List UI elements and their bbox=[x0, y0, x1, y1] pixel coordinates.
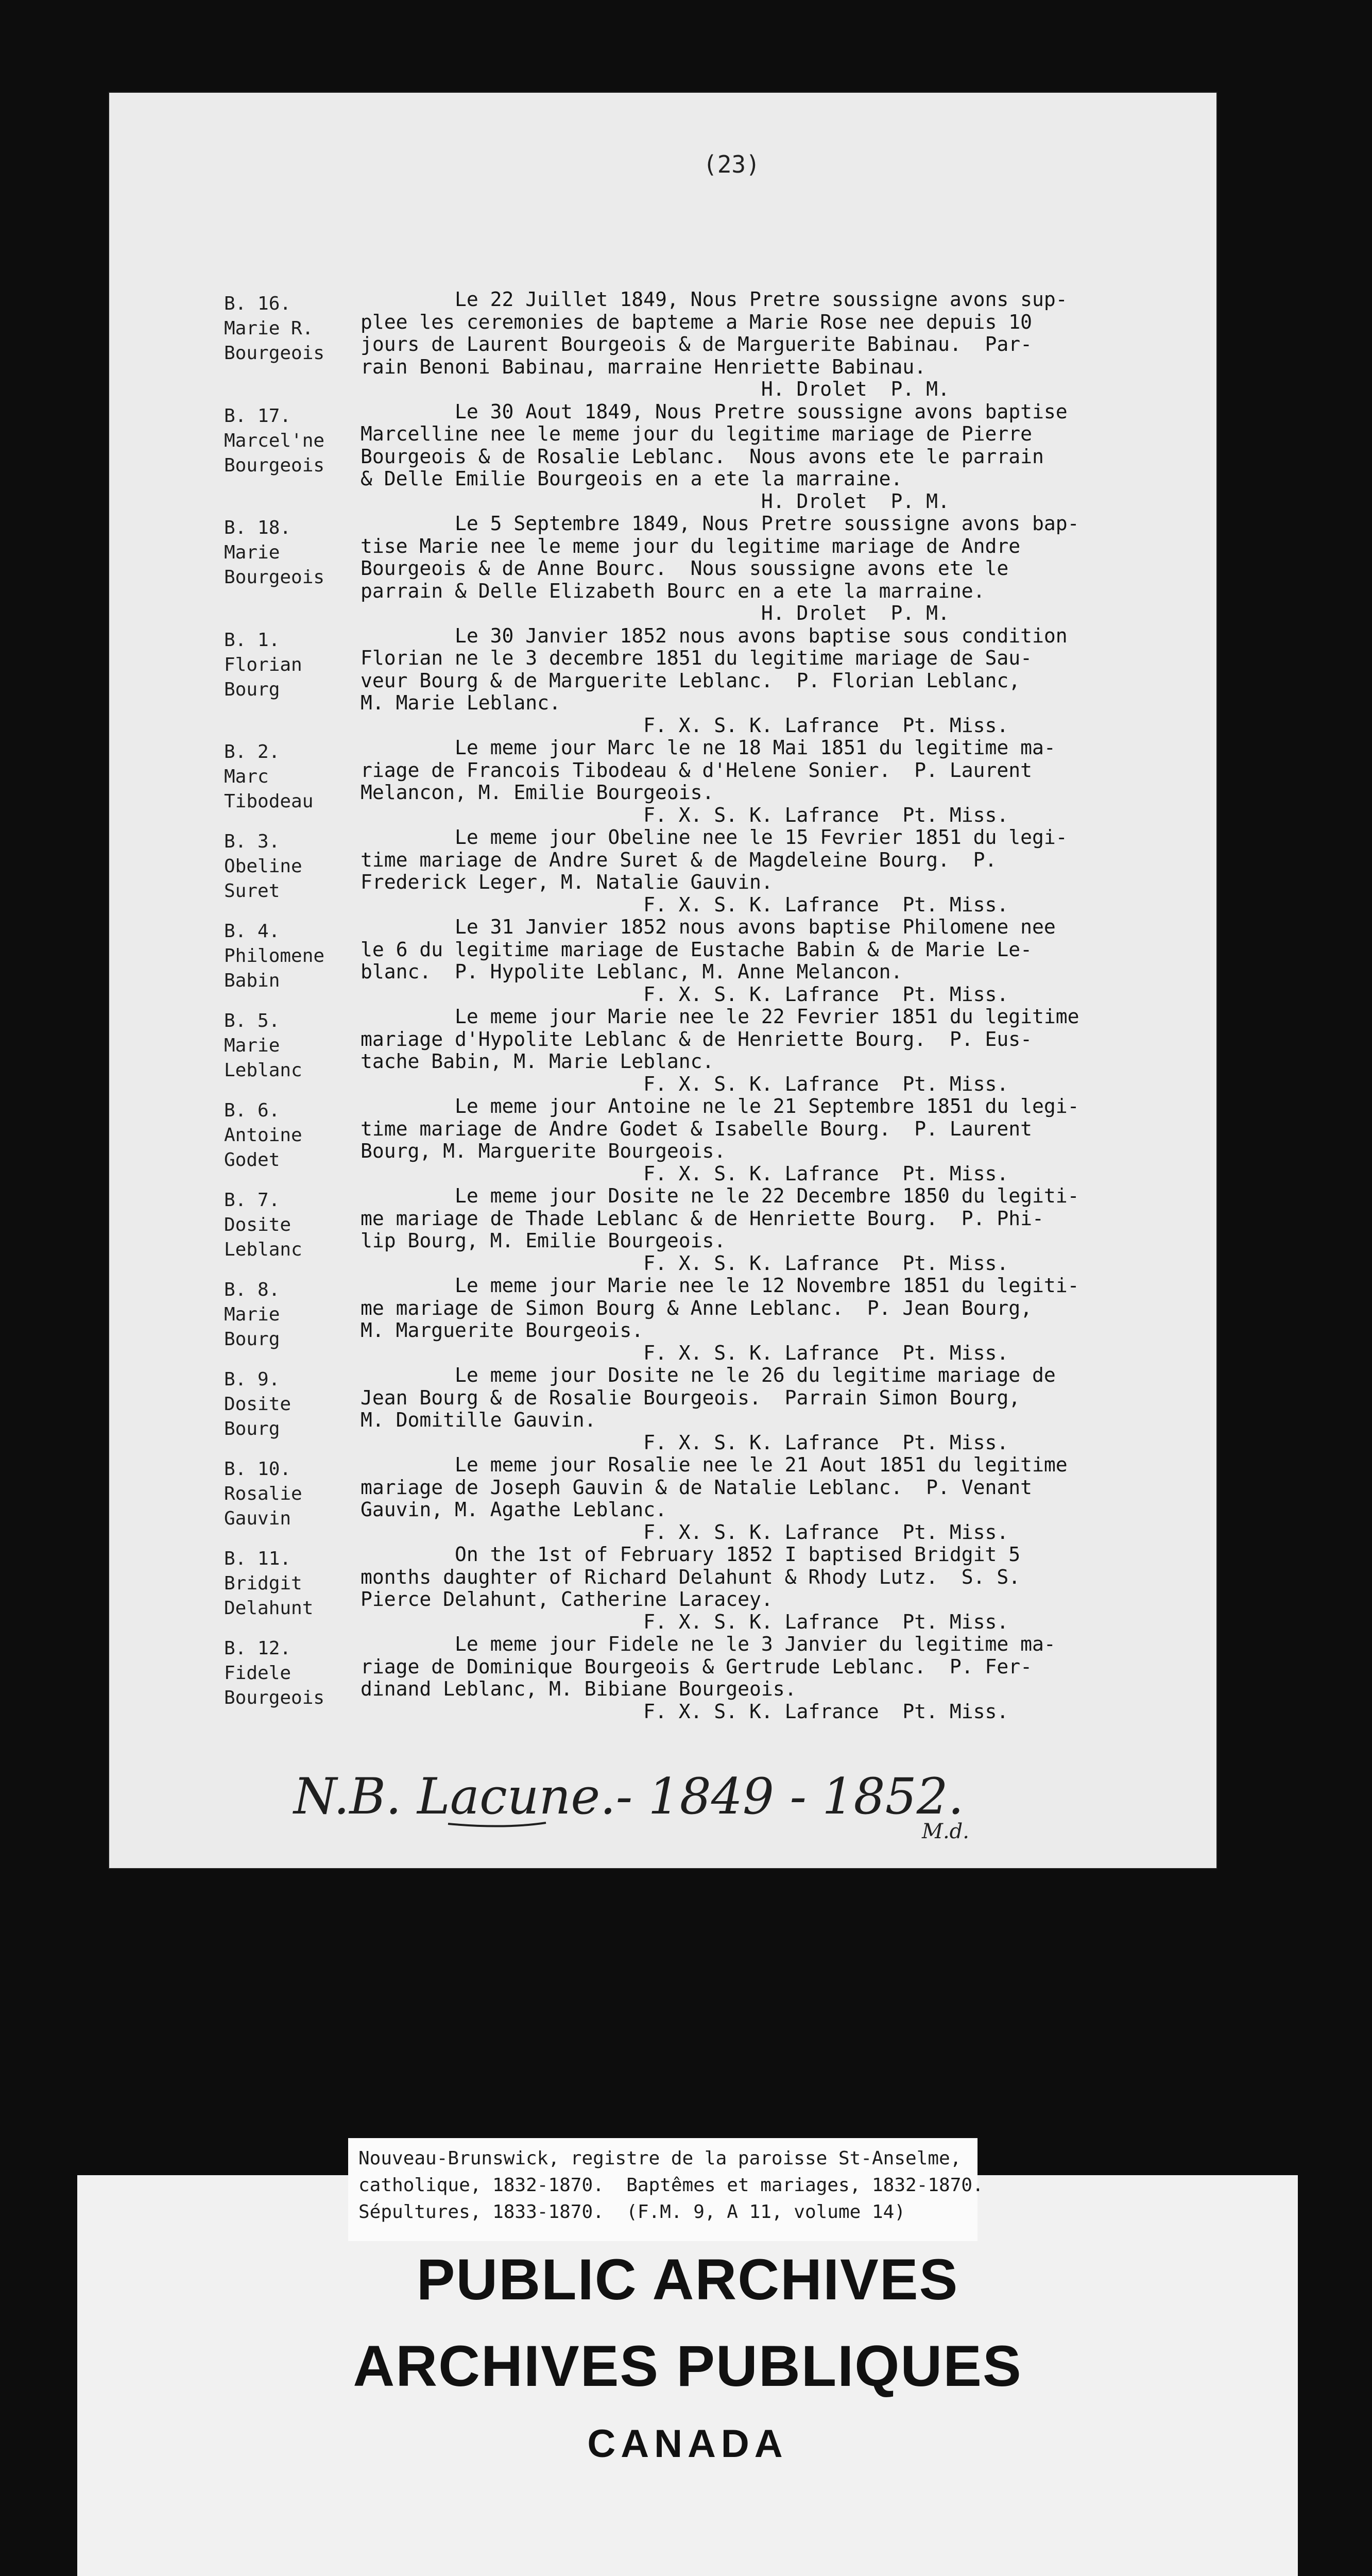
register-entry bbox=[224, 1275, 1151, 1364]
archives-title-french: ARCHIVES PUBLIQUES bbox=[353, 2334, 1022, 2398]
entry-reference: B. 8. Marie Bourg bbox=[224, 1279, 280, 1350]
entry-signature: F. X. S. K. Lafrance Pt. Miss. bbox=[361, 982, 1009, 1006]
entry-text-line: mariage d'Hypolite Leblanc & de Henriette Bourg. P. Eus- bbox=[361, 1027, 1033, 1050]
entry-text-line: tise Marie nee le meme jour du legitime mariage de Andre bbox=[361, 534, 1021, 557]
entry-reference: B. 12. Fidele Bourgeois bbox=[224, 1638, 325, 1708]
entry-signature: H. Drolet P. M. bbox=[361, 602, 950, 624]
entry-reference: B. 7. Dosite Leblanc bbox=[224, 1190, 302, 1260]
register-entry bbox=[224, 513, 1151, 625]
register-entry bbox=[224, 1185, 1151, 1275]
register-entry bbox=[224, 1544, 1151, 1633]
entry-body bbox=[361, 513, 1154, 625]
entry-reference: B. 4. Philomene Babin bbox=[224, 921, 325, 991]
entry-body bbox=[361, 1095, 1154, 1185]
entry-text-line: Gauvin, M. Agathe Leblanc. bbox=[361, 1498, 667, 1521]
entry-text-line: riage de Francois Tibodeau & d'Helene Sonier. P. Laurent bbox=[361, 758, 1033, 782]
entry-text-line: Le meme jour Obeline nee le 15 Fevrier 1851 du legi- bbox=[361, 826, 1068, 849]
entry-text-line: Le meme jour Dosite ne le 26 du legitime mariage de bbox=[361, 1364, 1056, 1386]
catalog-tag-line: catholique, 1832-1870. Baptêmes et mariages, 1832-1870. bbox=[358, 2175, 984, 2196]
entry-body bbox=[361, 625, 1154, 737]
entry-text-line: jours de Laurent Bourgeois & de Marguerite Babinau. Par- bbox=[361, 333, 1033, 355]
entry-text-line: Le meme jour Antoine ne le 21 Septembre 1851 du legi- bbox=[361, 1095, 1079, 1117]
register-entry bbox=[224, 1095, 1151, 1185]
archives-title-english: PUBLIC ARCHIVES bbox=[416, 2247, 959, 2312]
register-entry bbox=[224, 1454, 1151, 1544]
catalog-tag-line: Sépultures, 1833-1870. (F.M. 9, A 11, volume 14) bbox=[358, 2201, 906, 2223]
catalog-tag bbox=[348, 2138, 984, 2241]
entry-text-line: Le 31 Janvier 1852 nous avons baptise Philomene nee bbox=[361, 916, 1056, 938]
entry-text-line: Bourg, M. Marguerite Bourgeois. bbox=[361, 1140, 726, 1162]
entry-text-line: parrain & Delle Elizabeth Bourc en a ete la marraine. bbox=[361, 579, 985, 602]
entry-text-line: dinand Leblanc, M. Bibiane Bourgeois. bbox=[361, 1677, 797, 1700]
entry-text-line: blanc. P. Hypolite Leblanc, M. Anne Melancon. bbox=[361, 960, 903, 983]
entry-signature: F. X. S. K. Lafrance Pt. Miss. bbox=[361, 1251, 1009, 1275]
entry-text-line: Marcelline nee le meme jour du legitime mariage de Pierre bbox=[361, 422, 1033, 445]
entry-body bbox=[361, 401, 1154, 513]
entry-text-line: Le 5 Septembre 1849, Nous Pretre soussigne avons bap- bbox=[361, 512, 1079, 535]
entry-text-line: Florian ne le 3 decembre 1851 du legitime mariage de Sau- bbox=[361, 647, 1033, 669]
entry-body bbox=[361, 916, 1154, 1006]
entry-text-line: On the 1st of February 1852 I baptised Bridgit 5 bbox=[361, 1543, 1021, 1566]
register-entry bbox=[224, 401, 1151, 513]
entry-text-line: Le meme jour Rosalie nee le 21 Aout 1851 du legitime bbox=[361, 1453, 1068, 1476]
page-number: (23) bbox=[703, 150, 760, 178]
entry-reference: B. 10. Rosalie Gauvin bbox=[224, 1459, 302, 1529]
entry-signature: F. X. S. K. Lafrance Pt. Miss. bbox=[361, 803, 1009, 826]
entry-body bbox=[361, 737, 1154, 826]
entry-text-line: me mariage de Thade Leblanc & de Henriette Bourg. P. Phi- bbox=[361, 1207, 1044, 1230]
entry-signature: F. X. S. K. Lafrance Pt. Miss. bbox=[361, 1341, 1009, 1364]
entry-text-line: time mariage de Andre Godet & Isabelle Bourg. P. Laurent bbox=[361, 1117, 1033, 1140]
entry-reference: B. 2. Marc Tibodeau bbox=[224, 741, 314, 812]
entry-text-line: Le meme jour Marc le ne 18 Mai 1851 du legitime ma- bbox=[361, 736, 1056, 759]
entry-text-line: Le meme jour Marie nee le 22 Fevrier 1851 du legitime bbox=[361, 1005, 1079, 1028]
entry-signature: F. X. S. K. Lafrance Pt. Miss. bbox=[361, 893, 1009, 916]
entry-signature: F. X. S. K. Lafrance Pt. Miss. bbox=[361, 1072, 1009, 1095]
entry-text-line: time mariage de Andre Suret & de Magdeleine Bourg. P. bbox=[361, 848, 997, 871]
archives-country: CANADA bbox=[587, 2422, 788, 2466]
entry-signature: F. X. S. K. Lafrance Pt. Miss. bbox=[361, 714, 1009, 737]
register-entry bbox=[224, 826, 1151, 916]
entry-text-line: & Delle Emilie Bourgeois en a ete la marraine. bbox=[361, 467, 903, 490]
handwritten-initials: M.d. bbox=[922, 1820, 969, 1843]
entry-body bbox=[361, 1633, 1154, 1723]
entry-signature: H. Drolet P. M. bbox=[361, 489, 950, 513]
entry-reference: B. 17. Marcel'ne Bourgeois bbox=[224, 405, 325, 476]
entry-body bbox=[361, 1364, 1154, 1454]
entry-reference: B. 16. Marie R. Bourgeois bbox=[224, 293, 325, 364]
entry-text-line: M. Domitille Gauvin. bbox=[361, 1409, 596, 1431]
entry-text-line: tache Babin, M. Marie Leblanc. bbox=[361, 1050, 714, 1073]
entry-body bbox=[361, 826, 1154, 916]
register-entry bbox=[224, 1364, 1151, 1454]
entry-text-line: me mariage de Simon Bourg & Anne Leblanc. P. Jean Bourg, bbox=[361, 1296, 1033, 1319]
entry-body bbox=[361, 1454, 1154, 1544]
entry-text-line: Melancon, M. Emilie Bourgeois. bbox=[361, 781, 714, 804]
entry-signature: F. X. S. K. Lafrance Pt. Miss. bbox=[361, 1520, 1009, 1544]
entry-text-line: le 6 du legitime mariage de Eustache Babin & de Marie Le- bbox=[361, 938, 1033, 961]
entry-body bbox=[361, 1185, 1154, 1275]
handwritten-note-text: N.B. Lacune.- 1849 - 1852. bbox=[294, 1768, 964, 1825]
register-entry bbox=[224, 289, 1151, 401]
catalog-tag-line: Nouveau-Brunswick, registre de la paroisse St-Anselme, bbox=[358, 2148, 962, 2169]
register-entry bbox=[224, 916, 1151, 1006]
entry-text-line: M. Marguerite Bourgeois. bbox=[361, 1319, 644, 1342]
entry-signature: F. X. S. K. Lafrance Pt. Miss. bbox=[361, 1162, 1009, 1185]
entry-body bbox=[361, 1544, 1154, 1633]
entry-text-line: Le meme jour Dosite ne le 22 Decembre 1850 du legiti- bbox=[361, 1184, 1079, 1207]
entry-text-line: riage de Dominique Bourgeois & Gertrude Leblanc. P. Fer- bbox=[361, 1655, 1033, 1678]
handwritten-note-drawing bbox=[288, 1747, 1061, 1855]
register-entry bbox=[224, 1633, 1151, 1723]
entry-text-line: Le 30 Janvier 1852 nous avons baptise sous condition bbox=[361, 624, 1068, 647]
register-entry bbox=[224, 737, 1151, 826]
entry-text-line: Le meme jour Fidele ne le 3 Janvier du legitime ma- bbox=[361, 1633, 1056, 1655]
register-entry bbox=[224, 625, 1151, 737]
entry-text-line: lip Bourg, M. Emilie Bourgeois. bbox=[361, 1229, 726, 1252]
entry-text-line: Le meme jour Marie nee le 12 Novembre 1851 du legiti- bbox=[361, 1274, 1079, 1297]
entry-text-line: mariage de Joseph Gauvin & de Natalie Leblanc. P. Venant bbox=[361, 1476, 1033, 1499]
entry-body bbox=[361, 1275, 1154, 1364]
entry-signature: F. X. S. K. Lafrance Pt. Miss. bbox=[361, 1610, 1009, 1633]
entry-text-line: Frederick Leger, M. Natalie Gauvin. bbox=[361, 871, 773, 893]
entry-text-line: Bourgeois & de Anne Bourc. Nous soussigne avons ete le bbox=[361, 557, 1009, 580]
entry-text-line: veur Bourg & de Marguerite Leblanc. P. Florian Leblanc, bbox=[361, 669, 1021, 692]
entry-reference: B. 3. Obeline Suret bbox=[224, 831, 302, 902]
entry-signature: F. X. S. K. Lafrance Pt. Miss. bbox=[361, 1431, 1009, 1454]
entry-reference: B. 6. Antoine Godet bbox=[224, 1100, 302, 1171]
entry-signature: H. Drolet P. M. bbox=[361, 378, 950, 400]
entry-text-line: months daughter of Richard Delahunt & Rhody Lutz. S. S. bbox=[361, 1565, 1021, 1588]
baptism-entries bbox=[224, 289, 1151, 1723]
entry-body bbox=[361, 1006, 1154, 1095]
entry-reference: B. 9. Dosite Bourg bbox=[224, 1369, 291, 1439]
entry-text-line: Bourgeois & de Rosalie Leblanc. Nous avons ete le parrain bbox=[361, 445, 1044, 468]
entry-text-line: Pierce Delahunt, Catherine Laracey. bbox=[361, 1588, 773, 1611]
entry-text-line: M. Marie Leblanc. bbox=[361, 691, 561, 714]
entry-reference: B. 1. Florian Bourg bbox=[224, 629, 302, 700]
entry-body bbox=[361, 289, 1154, 401]
entry-reference: B. 5. Marie Leblanc bbox=[224, 1010, 302, 1081]
entry-signature: F. X. S. K. Lafrance Pt. Miss. bbox=[361, 1700, 1009, 1723]
entry-text-line: Jean Bourg & de Rosalie Bourgeois. Parrain Simon Bourg, bbox=[361, 1386, 1021, 1409]
entry-text-line: Le 22 Juillet 1849, Nous Pretre soussigne avons sup- bbox=[361, 288, 1068, 311]
entry-text-line: rain Benoni Babinau, marraine Henriette Babinau. bbox=[361, 355, 927, 378]
register-entry bbox=[224, 1006, 1151, 1095]
handwritten-note bbox=[288, 1747, 1061, 1855]
entry-reference: B. 18. Marie Bourgeois bbox=[224, 517, 325, 588]
entry-text-line: Le 30 Aout 1849, Nous Pretre soussigne avons baptise bbox=[361, 400, 1068, 423]
entry-text-line: plee les ceremonies de bapteme a Marie Rose nee depuis 10 bbox=[361, 310, 1033, 333]
entry-reference: B. 11. Bridgit Delahunt bbox=[224, 1548, 314, 1619]
